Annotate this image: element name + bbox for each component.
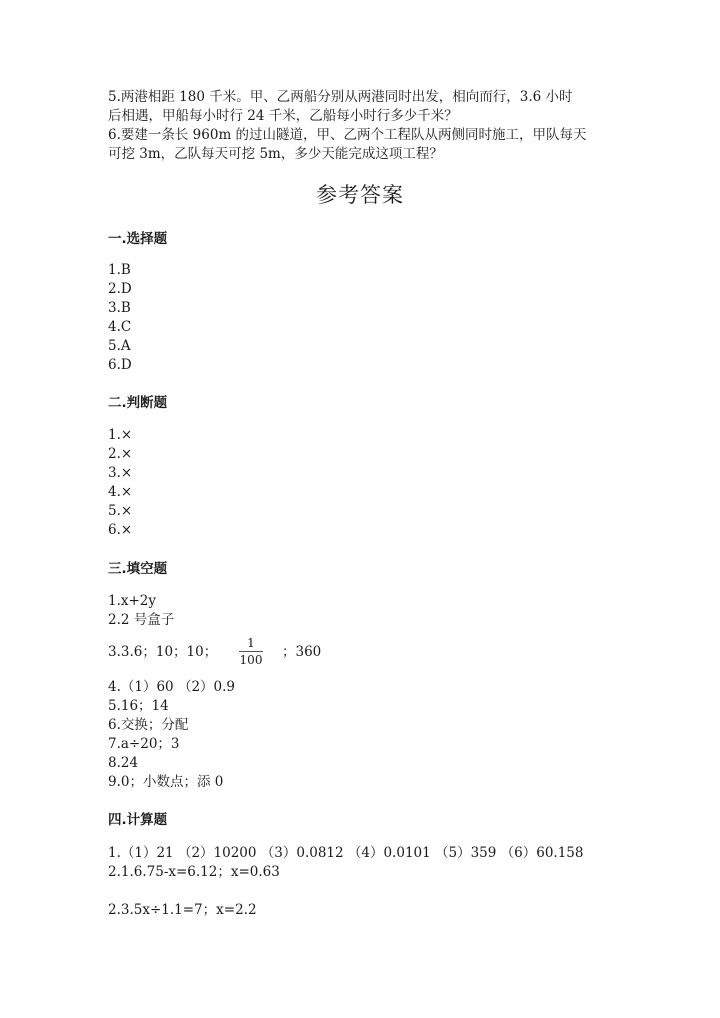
choice-answer-1: 1.B (108, 262, 131, 278)
choice-answer-3: 3.B (108, 300, 131, 316)
section-heading-fill: 三.填空题 (108, 561, 168, 577)
problem-5-line-2: 后相遇，甲船每小时行 24 千米，乙船每小时行多少千米？ (108, 108, 458, 124)
choice-answer-5: 5.A (108, 338, 131, 354)
fill-answer-3-fraction (238, 636, 264, 667)
fill-answer-6: 6.交换；分配 (108, 717, 189, 733)
problem-6-line-2: 可挖 3m，乙队每天可挖 5m，多少天能完成这项工程？ (108, 146, 443, 162)
judge-answer-5: 5.× (108, 503, 133, 519)
fill-answer-2: 2.2 号盒子 (108, 612, 175, 628)
section-heading-judge: 二.判断题 (108, 395, 168, 411)
fill-answer-3-suffix: ；360 (282, 644, 322, 660)
calc-answer-2-3: 2.3.5x÷1.1=7；x=2.2 (108, 902, 257, 918)
judge-answer-6: 6.× (108, 522, 133, 538)
fill-answer-4: 4.（1）60 （2）0.9 (108, 679, 235, 695)
fill-answer-3-prefix: 3.3.6；10；10； (108, 644, 218, 660)
section-heading-choice: 一.选择题 (108, 231, 168, 247)
judge-answer-2: 2.× (108, 446, 133, 462)
judge-answer-3: 3.× (108, 465, 133, 481)
choice-answer-4: 4.C (108, 319, 132, 335)
fill-answer-9: 9.0；小数点；添 0 (108, 774, 224, 790)
calc-answer-1: 1.（1）21 （2）10200 （3）0.0812 （4）0.0101 （5）359 （6）60.158 (108, 845, 584, 861)
fill-answer-8: 8.24 (108, 755, 139, 771)
section-heading-calc: 四.计算题 (108, 812, 168, 828)
calc-answer-2-1: 2.1.6.75-x=6.12；x=0.63 (108, 864, 280, 880)
fill-answer-5: 5.16；14 (108, 698, 169, 714)
answer-key-title: 参考答案 (316, 183, 404, 207)
fraction-denominator: 100 (239, 653, 263, 667)
choice-answer-6: 6.D (108, 357, 132, 373)
problem-5-line-1: 5.两港相距 180 千米。甲、乙两船分别从两港同时出发，相向而行，3.6 小时 (108, 89, 573, 105)
choice-answer-2: 2.D (108, 281, 132, 297)
judge-answer-1: 1.× (108, 427, 133, 443)
fill-answer-1: 1.x+2y (108, 593, 157, 609)
fraction-numerator: 1 (247, 636, 255, 650)
problem-6-line-1: 6.要建一条长 960m 的过山隧道，甲、乙两个工程队从两侧同时施工，甲队每天 (108, 127, 587, 143)
judge-answer-4: 4.× (108, 484, 133, 500)
fill-answer-7: 7.a÷20；3 (108, 736, 180, 752)
